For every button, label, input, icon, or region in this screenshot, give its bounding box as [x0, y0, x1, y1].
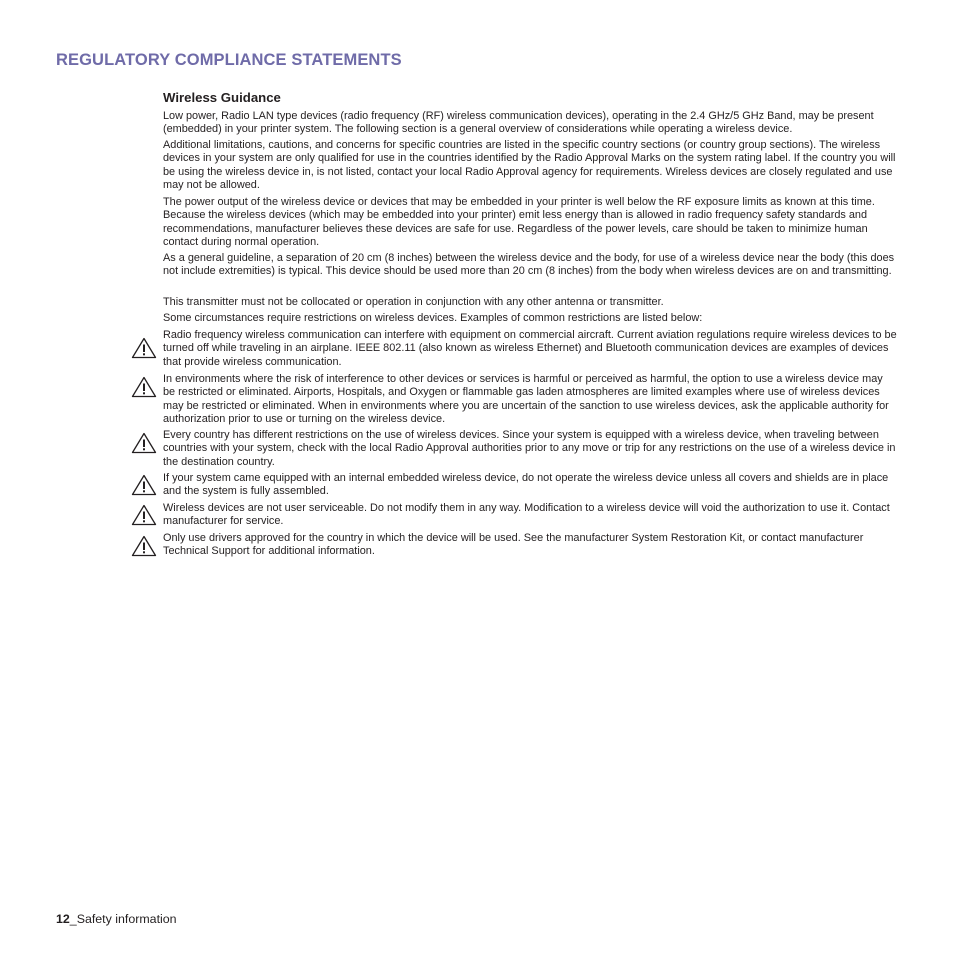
paragraph-power-output: The power output of the wireless device or devices that may be embedded in your printer is well below the RF exposure limits as known at this time. Because the wireless devices (which may be embedded into your printer) emit less energy than is allowed in radio frequency safety standards and recommendations, manufacturer believes these devices are safe for use. Regardless of the power levels, care should be taken to minimize human contact during normal operation.	[163, 196, 875, 249]
paragraph-intro: Low power, Radio LAN type devices (radio frequency (RF) wireless communication devices), operating in the 2.4 GHz/5 GHz Band, may be present (embedded) in your printer system. The following section is a general overview of considerations while operating a wireless device.	[163, 110, 874, 136]
warning-icon	[131, 337, 157, 359]
paragraph-transmitter: This transmitter must not be collocated or operation in conjunction with any other antenna or transmitter.	[163, 296, 664, 308]
warning-icon	[131, 535, 157, 557]
warning-text-drivers: Only use drivers approved for the country in which the device will be used. See the manufacturer System Restoration Kit, or contact manufacturer Technical Support for additional information.	[163, 532, 864, 558]
warning-text-aircraft: Radio frequency wireless communication can interfere with equipment on commercial aircraft. Current aviation regulations require wireless devices to be turned off while traveling in an airplane. IEEE 802.11 (also known as wireless Ethernet) and Bluetooth communication devices are examples of devices that provide wireless communication.	[163, 329, 897, 368]
warning-icon	[131, 432, 157, 454]
warning-icon	[131, 474, 157, 496]
page-footer	[56, 912, 177, 926]
footer-section-name: _Safety information	[69, 912, 177, 926]
paragraph-restrictions-intro: Some circumstances require restrictions on wireless devices. Examples of common restrictions are listed below:	[163, 312, 703, 324]
page-title: REGULATORY COMPLIANCE STATEMENTS	[56, 51, 402, 69]
paragraph-limitations: Additional limitations, cautions, and concerns for specific countries are listed in the specific country sections (or country group sections). The wireless devices in your system are only qualified for use in the countries identified by the Radio Approval Marks on the system rating label. If the country you will be using the wireless device in, is not listed, contact your local Radio Approval agency for requirements. Wireless devices are closely regulated and use may not be allowed.	[163, 139, 896, 192]
paragraph-separation: As a general guideline, a separation of 20 cm (8 inches) between the wireless device and the body, for use of a wireless device near the body (this does not include extremities) is typical. This device should be used more than 20 cm (8 inches) from the body when wireless devices are on and transmitting.	[163, 252, 895, 278]
warning-text-environments: In environments where the risk of interference to other devices or services is harmful or perceived as harmful, the option to use a wireless device may be restricted or eliminated. Airports, Hospitals, and Oxygen or flammable gas laden atmospheres are limited examples where use of wireless devices may be restricted or eliminated. When in environments where you are uncertain of the sanction to use wireless devices, ask the applicable authority for authorization prior to use or turning on the wireless device.	[163, 373, 889, 426]
warning-text-embedded: If your system came equipped with an internal embedded wireless device, do not operate the wireless device unless all covers and shields are in place and the system is fully assembled.	[163, 472, 889, 498]
section-heading: Wireless Guidance	[163, 90, 281, 105]
warning-icon	[131, 376, 157, 398]
warning-text-serviceable: Wireless devices are not user serviceable. Do not modify them in any way. Modification to a wireless device will void the authorization to use it. Contact manufacturer for service.	[163, 502, 890, 528]
warning-icon	[131, 504, 157, 526]
page-number: 12	[56, 912, 70, 926]
warning-text-countries: Every country has different restrictions on the use of wireless devices. Since your system is equipped with a wireless device, when traveling between countries with your system, check with the local Radio Approval authorities prior to any move or trip for any restrictions on the use of a wireless device in the destination country.	[163, 429, 896, 468]
